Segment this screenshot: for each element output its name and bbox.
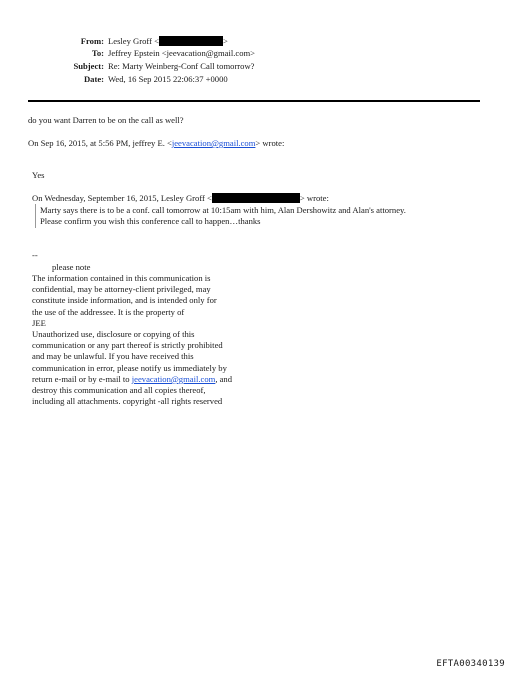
reply-text: Yes: [32, 170, 45, 180]
attribution-prefix: On Wednesday, September 16, 2015, Lesley Groff <: [32, 193, 212, 203]
disclaimer: [32, 273, 232, 407]
date-label: Date:: [83, 74, 104, 84]
signature-dashes: --: [32, 250, 38, 260]
please-note: please note: [52, 262, 91, 272]
disclaimer-line: constitute inside information, and is intended only for: [32, 295, 217, 306]
disclaimer-line: JEE: [32, 317, 46, 328]
notify-prefix: return e-mail or by e-mail to: [32, 373, 132, 384]
quoted-line: Marty says there is to be a conf. call tomorrow at 10:15am with him, Alan Dershowitz and Alan's attorney.: [40, 205, 406, 215]
header-divider: [28, 100, 480, 102]
from-value: [108, 36, 228, 47]
email-link[interactable]: jeevacation@gmail.com: [171, 138, 256, 148]
disclaimer-line: destroy this communication and all copies thereof,: [32, 385, 206, 396]
disclaimer-line: and may be unlawful. If you have received this: [32, 351, 194, 362]
to-value: Jeffrey Epstein <jeevacation@gmail.com>: [108, 48, 256, 58]
attribution-suffix: > wrote:: [299, 193, 329, 203]
disclaimer-line: The information contained in this communication is: [32, 273, 211, 283]
disclaimer-line: including all attachments. copyright -all rights reserved: [32, 396, 223, 407]
quoted-attribution: [32, 193, 329, 204]
quote-bar: [35, 204, 36, 228]
to-label: To:: [91, 48, 104, 58]
redaction-bar: [159, 36, 223, 46]
disclaimer-line: Unauthorized use, disclosure or copying of this: [32, 329, 195, 340]
email-link[interactable]: jeevacation@gmail.com: [131, 373, 216, 384]
attribution-suffix: > wrote:: [255, 138, 285, 148]
attribution-prefix: On Sep 16, 2015, at 5:56 PM, jeffrey E. <: [28, 138, 172, 148]
bates-number: EFTA00340139: [436, 659, 505, 669]
disclaimer-line: [32, 374, 232, 385]
reply-attribution: [28, 138, 284, 149]
disclaimer-line: the use of the addressee. It is the property of: [32, 306, 185, 317]
from-name: Lesley Groff <: [108, 36, 159, 46]
disclaimer-line: communication in error, please notify us immediately by: [32, 362, 227, 373]
subject-value: Re: Marty Weinberg-Conf Call tomorrow?: [108, 61, 255, 71]
disclaimer-line: communication or any part thereof is strictly prohibited: [32, 340, 223, 351]
message-line: do you want Darren to be on the call as well?: [28, 115, 184, 125]
notify-suffix: , and: [215, 373, 233, 384]
disclaimer-line: confidential, may be attorney-client privileged, may: [32, 284, 211, 295]
from-label: From:: [80, 36, 104, 46]
date-value: Wed, 16 Sep 2015 22:06:37 +0000: [108, 74, 228, 84]
subject-label: Subject:: [73, 61, 104, 71]
redaction-bar: [212, 193, 300, 203]
from-suffix: >: [222, 36, 228, 46]
quoted-line: Please confirm you wish this conference call to happen…thanks: [40, 216, 261, 226]
